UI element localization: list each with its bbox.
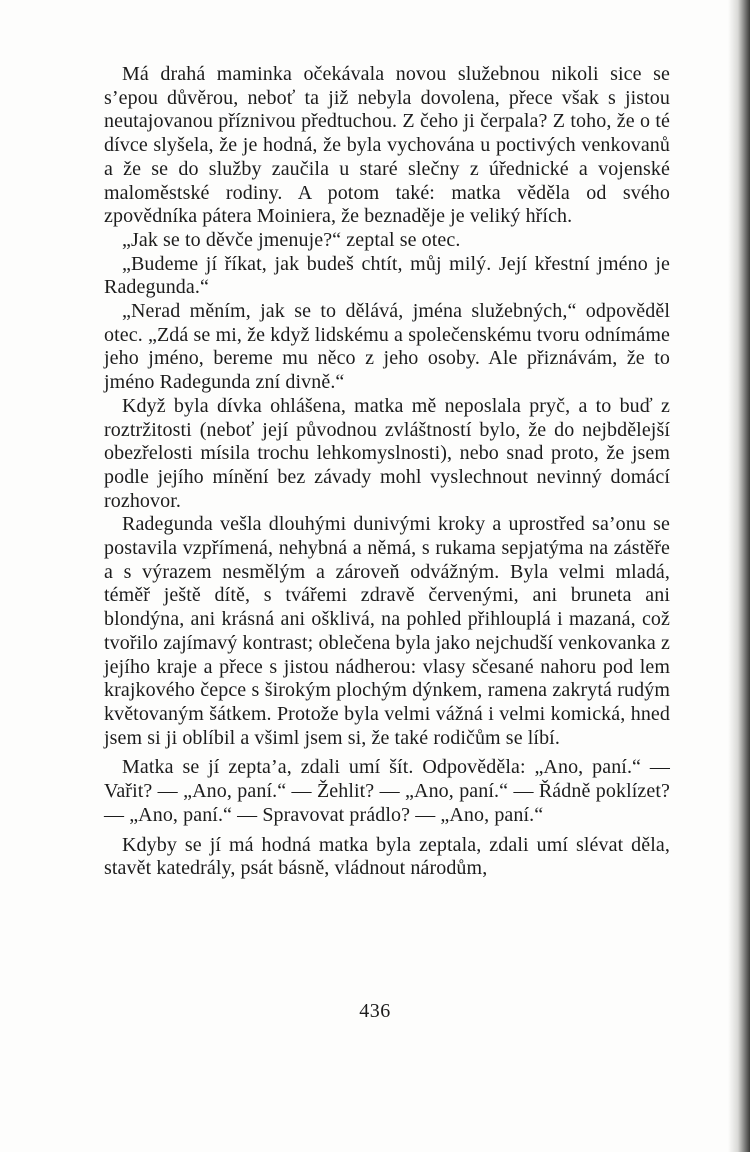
paragraph-6: Radegunda vešla dlouhými dunivými kroky a uprostřed sa’onu se postavila vzpřímená, nehybná a němá, s rukama sepjatýma na zástěře a s výrazem nesmělým a zároveň odvážným. Byla velmi mladá, téměř ještě dítě, s tvářemi zdravě červenými, ani bruneta ani blondýna, ani krásná ani ošklivá, na pohled přihlouplá i mazaná, což tvořilo zajímavý kontrast; oblečena byla jako nejchudší venkovanka z jejího kraje a přece s jistou nádherou: vlasy sčesané nahoru pod lem krajkového čepce s širokým plochým dýnkem, ramena zakrytá rudým květovaným šátkem. Protože byla velmi vážná i velmi komická, hned jsem si ji oblíbil a všiml jsem si, že také rodičům se líbí. xyxy=(104,513,670,749)
paragraph-7: Matka se jí zepta’a, zdali umí šít. Odpověděla: „Ano, paní.“ — Vařit? — „Ano, paní.“ — Žehlit? — „Ano, paní.“ — Řádně poklízet? — „Ano, paní.“ — Spravovat prádlo? — „Ano, paní.“ xyxy=(104,756,670,826)
paragraph-5: Když byla dívka ohlášena, matka mě neposlala pryč, a to buď z roztržitosti (neboť její původnou zvláštností bylo, že do nejbdělejší obezřelosti mísila trochu lehkomyslnosti), nebo snad proto, že jsem podle jejího mínění bez závady mohl vyslechnout nevinný domácí rozhovor. xyxy=(104,394,670,512)
page-number: 436 xyxy=(359,1000,391,1022)
paragraph-1: Má drahá maminka očekávala novou služebnou nikoli sice se s’epou důvěrou, neboť ta již nebyla dovolena, přece však s jistou neutajovanou příznivou předtuchou. Z čeho ji čerpala? Z toho, že o té dívce slyšela, že je hodná, že byla vychována u poctivých venkovanů a že se do služby zaučila u staré slečny z úřednické a vojenské maloměstské rodiny. A potom také: matka věděla od svého zpovědníka pátera Moiniera, že beznaděje je veliký hřích. xyxy=(104,63,670,228)
paragraph-3: „Budeme jí říkat, jak budeš chtít, můj milý. Její křestní jméno je Radegunda.“ xyxy=(104,252,670,299)
paragraph-2: „Jak se to děvče jmenuje?“ zeptal se otec. xyxy=(122,228,461,251)
paragraph-8: Kdyby se jí má hodná matka byla zeptala, zdali umí slévat děla, stavět katedrály, psát básně, vládnout národům, xyxy=(104,833,670,880)
body-text xyxy=(104,63,670,881)
paragraph-4: „Nerad měním, jak se to dělává, jména služebných,“ odpověděl otec. „Zdá se mi, že když lidskému a společenskému tvoru odnímáme jeho jméno, bereme mu něco z jeho osoby. Ale přiznávám, že to jméno Radegunda zní divně.“ xyxy=(104,300,670,394)
page-edge-shadow xyxy=(728,0,750,1152)
